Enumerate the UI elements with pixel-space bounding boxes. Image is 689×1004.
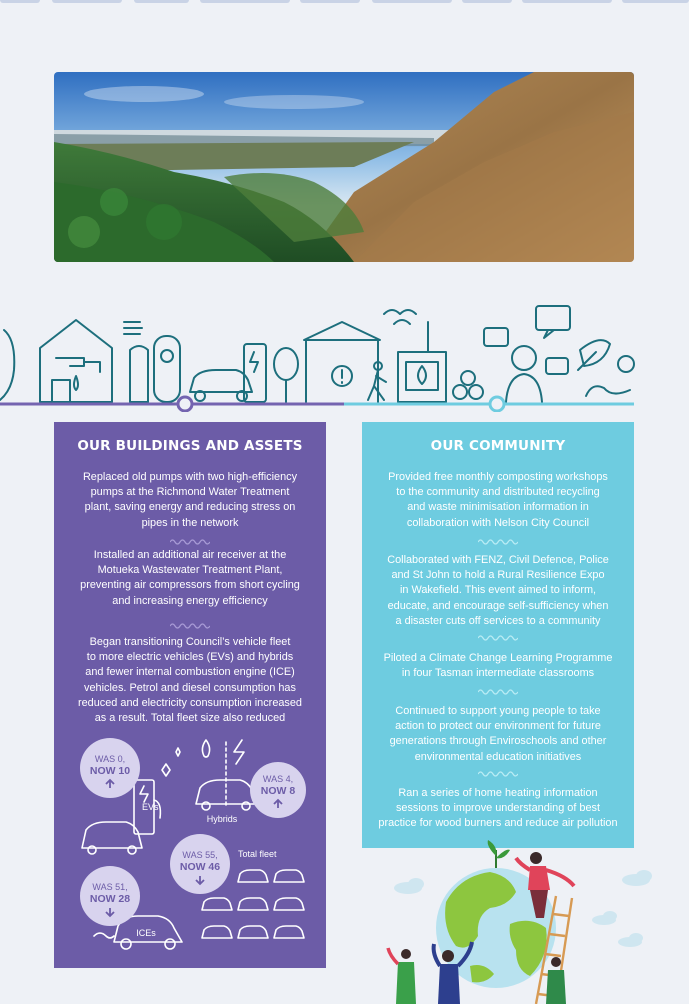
buildings-item-1: Replaced old pumps with two high-efficiency pumps at the Richmond Water Treatment plant, saving energy and reducing stress on pipes in the network (82, 471, 298, 529)
wavy-divider (478, 634, 518, 642)
community-item-4: Continued to support young people to take action to protect our environment for future generations through Enviroschools and other environmental education initiatives (389, 705, 607, 763)
evs-bubble (80, 738, 140, 798)
ices-bubble (80, 866, 140, 926)
wavy-divider (478, 770, 518, 778)
water-heater-icon (124, 322, 180, 402)
top-decoration-strip (0, 0, 689, 8)
svg-text:WAS 4,: WAS 4, (262, 774, 294, 784)
person-green-icon (388, 948, 416, 1004)
hand-icon (0, 330, 14, 400)
icon-timeline-row (0, 300, 689, 412)
compost-icon (586, 356, 634, 396)
wavy-divider (478, 688, 518, 696)
wood-burner-icon (398, 322, 446, 402)
car-icon (190, 370, 252, 401)
hybrids-label: Hybrids (206, 814, 238, 824)
buildings-title: OUR BUILDINGS AND ASSETS (77, 438, 303, 454)
total-fleet-bubble (170, 834, 230, 894)
total-fleet-label: Total fleet (238, 849, 277, 859)
wavy-divider (170, 622, 210, 630)
community-item-1: Provided free monthly composting workshops to the community and distributed recycling and waste minimisation information in collaboration with Nelson City Council (388, 471, 608, 529)
buildings-item-3: Began transitioning Council’s vehicle fleet to more electric vehicles (EVs) and hybrids and fewer internal combustion engine (ICE) vehicles. Petrol and diesel consumption has reduced and electricity consumption increased as a result. Total fleet size also reduced (78, 636, 302, 725)
tree-icon (274, 348, 298, 402)
svg-text:NOW 8: NOW 8 (260, 785, 296, 797)
globe-people-illustration (360, 836, 689, 1004)
svg-text:WAS 55,: WAS 55, (182, 850, 218, 860)
community-panel (362, 422, 634, 848)
logs-icon (453, 371, 483, 399)
hybrids-bubble (250, 762, 306, 818)
leaf-icon (578, 340, 610, 370)
expo-tent-icon (304, 322, 380, 402)
svg-text:NOW 10: NOW 10 (89, 765, 131, 777)
community-item-3: Piloted a Climate Change Learning Programme in four Tasman intermediate classrooms (383, 652, 613, 680)
community-item-5: Ran a series of home heating information sessions to improve understanding of best practice for wood burners and reduce air pollution (378, 787, 618, 830)
wavy-divider (478, 538, 518, 546)
fleet-infographic (54, 730, 326, 968)
landscape-photo (54, 72, 634, 262)
svg-text:NOW 28: NOW 28 (89, 893, 131, 905)
community-item-2: Collaborated with FENZ, Civil Defence, Police and St John to hold a Rural Resilience Expo in Wakefield. This event aimed to inform, educate, and encourage self-sufficiency when a disaster cuts off services to a community (387, 554, 609, 627)
person-speech-icon (484, 306, 570, 402)
community-title: OUR COMMUNITY (430, 438, 566, 454)
house-tap-icon (40, 320, 112, 402)
svg-text:WAS 0,: WAS 0, (94, 754, 126, 764)
buildings-item-2: Installed an additional air receiver at the Motueka Wastewater Treatment Plant, preventing air compressors from short cycling and increasing energy efficiency (80, 549, 300, 607)
hybrid-car-icon (196, 740, 256, 810)
ices-label: ICEs (136, 928, 156, 938)
evs-label: EVs (142, 802, 159, 812)
wavy-divider (170, 538, 210, 546)
svg-text:WAS 51,: WAS 51, (92, 882, 128, 892)
svg-text:NOW 46: NOW 46 (179, 861, 221, 873)
